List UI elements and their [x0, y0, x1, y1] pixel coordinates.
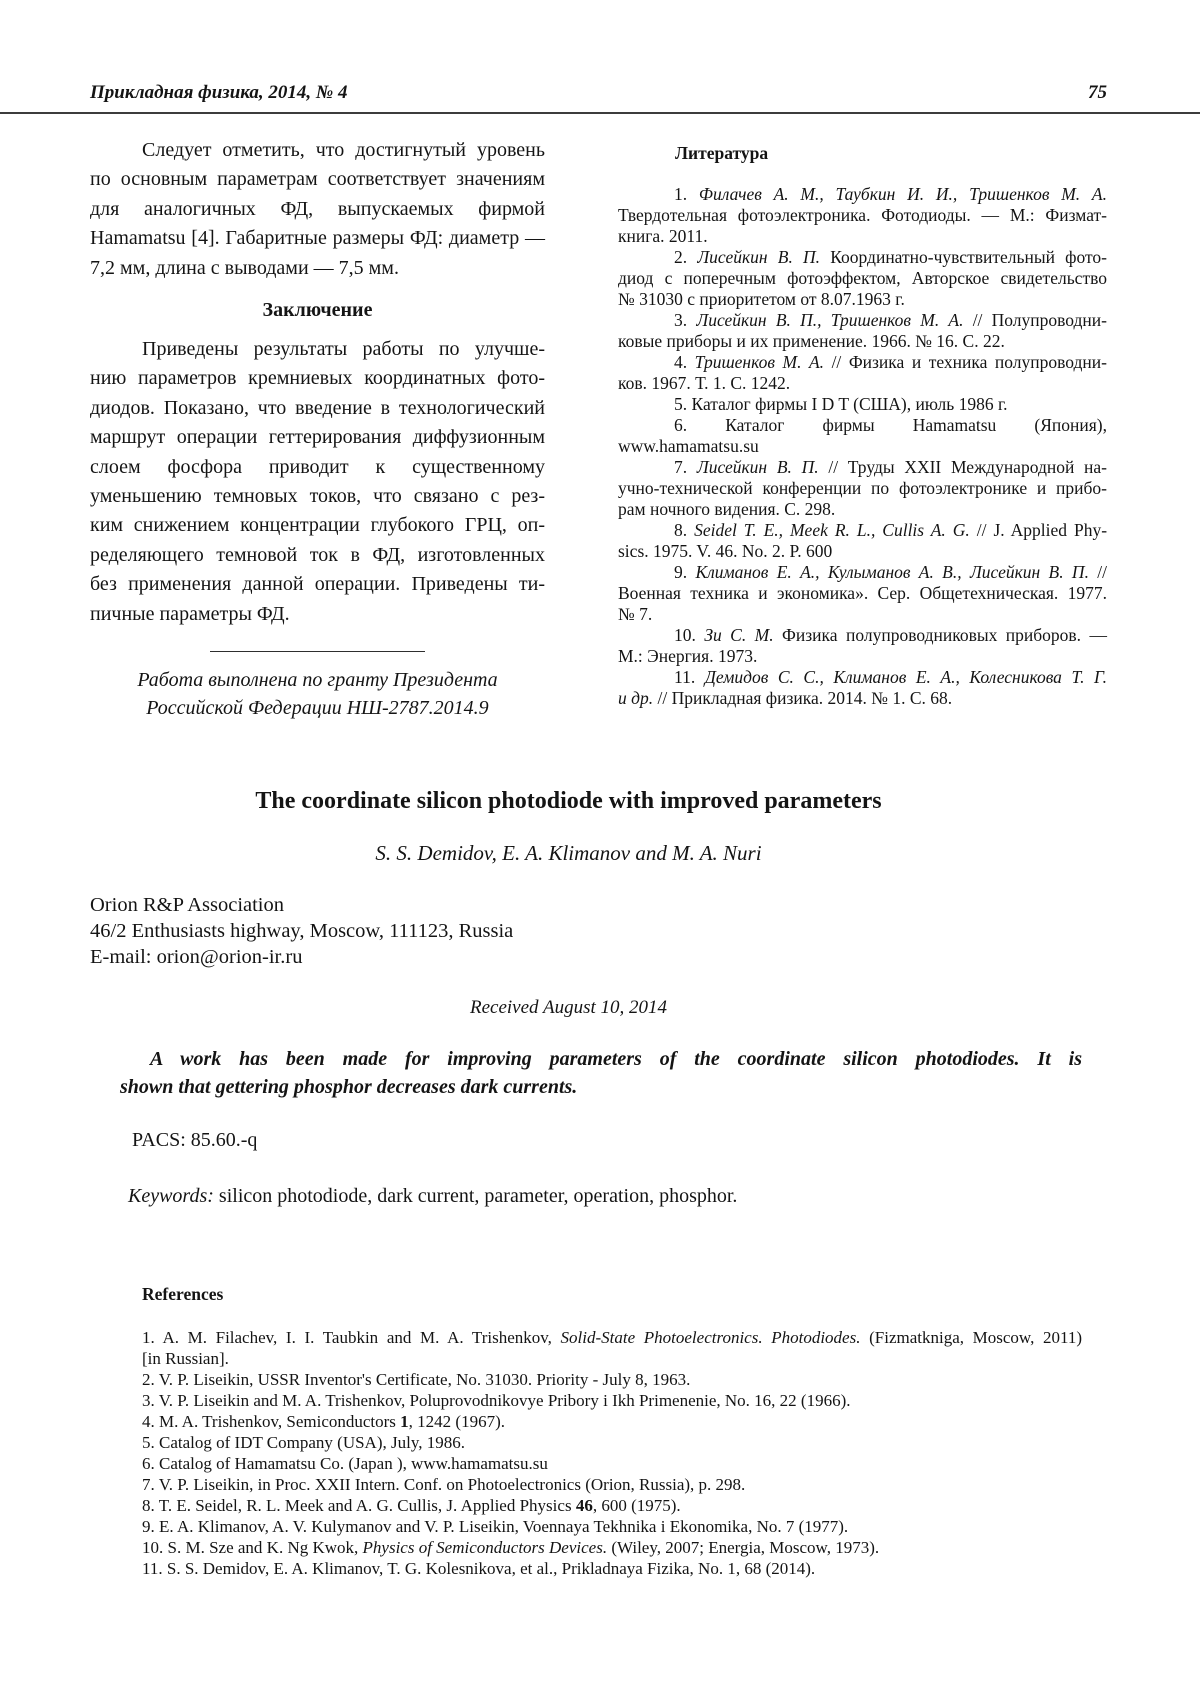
text-segment: 46 — [575, 1496, 593, 1515]
english-authors: S. S. Demidov, E. A. Klimanov and M. A. Nuri — [375, 841, 762, 865]
reference-item — [142, 1453, 1082, 1474]
text-segment: нию параметров кремниевых координатных фото- — [90, 367, 545, 390]
text-segment: диод с поперечным фотоэффектом, Авторское свидетельство — [618, 268, 1107, 288]
text-segment: 7,2 мм, длина с выводами — 7,5 мм. — [90, 256, 399, 279]
left-column — [90, 136, 545, 776]
text-segment: [in Russian]. — [142, 1349, 229, 1368]
text-segment: // Физика и техника полупроводни- — [824, 352, 1107, 372]
reference-item — [618, 394, 1107, 415]
text-line — [90, 541, 545, 570]
text-segment: Physics of Semiconductors Devices. — [362, 1538, 608, 1557]
text-segment: 8. T. E. Seidel, R. L. Meek and A. G. Cullis, J. Applied Physics — [142, 1496, 576, 1515]
text-line — [618, 499, 1107, 520]
text-segment: Координатно-чувствительный фото- — [820, 247, 1108, 267]
text-segment: A work has been made for improving parameters of the coordinate silicon photodiodes. It is — [150, 1048, 1082, 1070]
text-line — [142, 1495, 1082, 1516]
reference-item — [618, 352, 1107, 394]
reference-item — [618, 310, 1107, 352]
text-segment: Работа выполнена по гранту Президента — [137, 669, 498, 692]
text-segment: 5. Catalog of IDT Company (USA), July, 1986. — [142, 1433, 465, 1452]
text-line — [90, 892, 1047, 918]
page-header — [0, 0, 1200, 114]
reference-item — [142, 1390, 1082, 1411]
text-line — [618, 415, 1107, 436]
text-segment: // J. Applied Phy- — [969, 520, 1108, 540]
conclusion-heading: Заключение — [262, 299, 373, 322]
text-line — [618, 184, 1107, 205]
text-segment: Зи С. М. — [704, 625, 774, 645]
text-segment: Приведены результаты работы по улучше- — [142, 338, 545, 361]
text-line — [90, 423, 545, 452]
text-line — [618, 583, 1107, 604]
reference-item — [142, 1516, 1082, 1537]
text-segment: // — [1088, 562, 1108, 582]
text-segment: Solid-State Photoelectronics. Photodiodes. — [560, 1328, 861, 1347]
text-segment: ределяющего темновой ток в ФД, изготовленных — [90, 543, 545, 566]
column-gap — [545, 136, 618, 776]
text-segment: // Полупроводни- — [963, 310, 1107, 330]
text-segment: маршрут операции геттерирования диффузионным — [90, 426, 545, 449]
text-line — [618, 394, 1107, 415]
text-segment: 10. — [674, 625, 705, 645]
text-segment: E-mail: orion@orion-ir.ru — [90, 946, 303, 968]
reference-item — [618, 625, 1107, 667]
text-line — [90, 165, 545, 194]
text-line — [142, 1369, 1082, 1390]
text-line — [90, 944, 1047, 970]
text-segment: Российской Федерации НШ-2787.2014.9 — [146, 697, 489, 720]
text-line — [618, 520, 1107, 541]
text-line — [618, 604, 1107, 625]
references-heading: References — [142, 1284, 224, 1304]
text-line — [90, 570, 545, 599]
text-segment: 4. — [674, 352, 695, 372]
text-line — [90, 136, 545, 165]
text-segment: (Wiley, 2007; Energia, Moscow, 1973). — [607, 1538, 880, 1557]
text-line — [618, 646, 1107, 667]
abstract — [120, 1046, 1082, 1101]
text-segment: // Труды XXII Международной на- — [818, 457, 1108, 477]
text-line — [90, 224, 545, 253]
text-line — [618, 310, 1107, 331]
reference-item — [142, 1495, 1082, 1516]
text-line — [90, 394, 545, 423]
text-segment: диодов. Показано, что введение в технологический — [90, 396, 545, 419]
literature-heading: Литература — [675, 143, 769, 163]
reference-item — [142, 1327, 1082, 1369]
text-segment: 1 — [400, 1412, 409, 1431]
text-segment: рам ночного видения. С. 298. — [618, 499, 836, 519]
reference-item — [142, 1537, 1082, 1558]
text-segment: Демидов С. С., Климанов Е. А., Колесникова Т. Г. — [704, 667, 1107, 687]
text-line — [142, 1453, 1082, 1474]
reference-item — [142, 1558, 1082, 1579]
text-line — [90, 482, 545, 511]
affiliation — [90, 892, 1047, 970]
received-date: Received August 10, 2014 — [470, 997, 667, 1018]
text-line — [618, 289, 1107, 310]
english-section — [0, 786, 1200, 1579]
reference-item — [618, 457, 1107, 520]
text-segment: без применения данной операции. Приведены ти- — [90, 573, 545, 596]
text-segment: Климанов Е. А., Кулыманов А. В., Лисейкин В. П. — [695, 562, 1089, 582]
text-segment: , 1242 (1967). — [408, 1412, 505, 1431]
text-segment: 8. — [674, 520, 695, 540]
keywords-text: silicon photodiode, dark current, parameter, operation, phosphor. — [213, 1185, 738, 1207]
text-line — [90, 453, 545, 482]
text-line — [142, 1474, 1082, 1495]
text-line — [618, 625, 1107, 646]
right-column — [618, 136, 1107, 776]
text-segment: ков. 1967. Т. 1. С. 1242. — [618, 373, 791, 393]
text-line — [618, 478, 1107, 499]
text-line — [142, 1411, 1082, 1432]
page-number: 75 — [1088, 82, 1107, 103]
text-line — [618, 247, 1107, 268]
keywords-label: Keywords: — [128, 1185, 214, 1207]
two-column-body — [0, 114, 1200, 776]
text-segment: и др. — [618, 688, 654, 708]
text-segment: Твердотельная фотоэлектроника. Фотодиоды. — М.: Физмат- — [618, 205, 1107, 225]
text-line — [90, 364, 545, 393]
reference-item — [618, 247, 1107, 310]
text-line — [618, 205, 1107, 226]
text-segment: слоем фосфора приводит к существенному — [90, 455, 545, 478]
text-segment: , 600 (1975). — [592, 1496, 681, 1515]
grant-note — [90, 666, 545, 722]
reference-item — [142, 1369, 1082, 1390]
text-segment: ковые приборы и их применение. 1966. № 16. С. 22. — [618, 331, 1005, 351]
reference-item — [618, 184, 1107, 247]
text-line — [618, 667, 1107, 688]
text-line — [618, 562, 1107, 583]
text-line — [142, 1558, 1082, 1579]
text-segment: 1. — [674, 184, 699, 204]
text-segment: Лисейкин В. П. — [696, 457, 819, 477]
text-segment: по основным параметрам соответствует значениям — [90, 168, 545, 191]
text-line — [142, 1432, 1082, 1453]
text-segment: 11. — [674, 667, 705, 687]
text-line — [618, 352, 1107, 373]
text-line — [120, 1046, 1082, 1074]
text-line — [90, 694, 545, 722]
text-line — [90, 666, 545, 694]
text-segment: Военная техника и экономика». Сер. Общетехническая. 1977. — [618, 583, 1107, 603]
text-line — [90, 918, 1047, 944]
text-segment: Тришенков М. А. — [694, 352, 825, 372]
text-segment: Hamamatsu [4]. Габаритные размеры ФД: диаметр — — [90, 227, 545, 250]
text-line — [618, 457, 1107, 478]
text-line — [90, 254, 545, 283]
text-segment: 4. M. A. Trishenkov, Semiconductors — [142, 1412, 401, 1431]
text-segment: Физика полупроводниковых приборов. — — [773, 625, 1107, 645]
text-line — [90, 195, 545, 224]
footnote-rule — [210, 651, 425, 652]
keywords-line — [128, 1183, 1107, 1209]
text-line — [120, 1074, 1082, 1102]
reference-item — [142, 1474, 1082, 1495]
reference-item — [618, 520, 1107, 562]
text-line — [618, 688, 1107, 709]
text-line — [618, 226, 1107, 247]
body-paragraph — [90, 136, 545, 283]
journal-title: Прикладная физика, 2014, № 4 — [90, 82, 348, 103]
english-header-block — [90, 786, 1107, 1020]
text-segment: 46/2 Enthusiasts highway, Moscow, 111123, Russia — [90, 920, 514, 942]
text-segment: М.: Энергия. 1973. — [618, 646, 758, 666]
text-line — [618, 541, 1107, 562]
text-segment: уменьшению темновых токов, что связано с рез- — [90, 485, 545, 508]
text-segment: 1. A. M. Filachev, I. I. Taubkin and M. A. Trishenkov, — [142, 1328, 561, 1347]
text-segment: 6. Каталог фирмы Hamamatsu (Япония), — [674, 415, 1107, 435]
text-line — [142, 1390, 1082, 1411]
text-segment: 7. — [674, 457, 697, 477]
text-segment: 2. V. P. Liseikin, USSR Inventor's Certificate, No. 31030. Priority - July 8, 1963. — [142, 1370, 691, 1389]
reference-item — [142, 1411, 1082, 1432]
text-segment: www.hamamatsu.su — [618, 436, 759, 456]
reference-item — [142, 1432, 1082, 1453]
text-segment: Seidel T. E., Meek R. L., Cullis A. G. — [694, 520, 970, 540]
reference-item — [618, 415, 1107, 457]
text-segment: (Fizmatkniga, Moscow, 2011) — [860, 1328, 1083, 1347]
text-segment: для аналогичных ФД, выпускаемых фирмой — [90, 197, 545, 220]
text-segment: № 7. — [618, 604, 653, 624]
text-segment: 2. — [674, 247, 698, 267]
text-segment: sics. 1975. V. 46. No. 2. P. 600 — [618, 541, 833, 561]
text-line — [90, 335, 545, 364]
text-segment: 3. — [674, 310, 697, 330]
text-line — [142, 1516, 1082, 1537]
text-segment: 9. — [674, 562, 696, 582]
text-segment: Orion R&P Association — [90, 894, 284, 916]
text-line — [142, 1537, 1082, 1558]
text-segment: 9. E. A. Klimanov, A. V. Kulymanov and V. P. Liseikin, Voennaya Tekhnika i Ekonomika, No. 7 (1977). — [142, 1517, 849, 1536]
text-segment: 10. S. M. Sze and K. Ng Kwok, — [142, 1538, 363, 1557]
text-segment: 6. Catalog of Hamamatsu Co. (Japan ), www.hamamatsu.su — [142, 1454, 548, 1473]
reference-item — [618, 562, 1107, 625]
text-segment: shown that gettering phosphor decreases dark currents. — [120, 1075, 578, 1098]
english-title: The coordinate silicon photodiode with improved parameters — [255, 788, 882, 814]
text-segment: Филачев А. М., Таубкин И. И., Тришенков М. А. — [698, 184, 1107, 204]
text-segment: учно-технической конференции по фотоэлектронике и прибо- — [618, 478, 1107, 498]
text-segment: // Прикладная физика. 2014. № 1. С. 68. — [653, 688, 953, 708]
text-segment: № 31030 с приоритетом от 8.07.1963 г. — [618, 289, 905, 309]
pacs-line: PACS: 85.60.-q — [132, 1129, 258, 1151]
text-segment: ким снижением концентрации глубокого ГРЦ, оп- — [90, 514, 545, 537]
text-segment: Лисейкин В. П., Тришенков М. А. — [696, 310, 964, 330]
text-segment: Следует отметить, что достигнутый уровень — [142, 139, 545, 161]
text-line — [142, 1348, 1082, 1369]
references-list — [142, 1327, 1082, 1579]
text-line — [618, 268, 1107, 289]
literature-list — [618, 184, 1107, 709]
text-segment: книга. 2011. — [618, 226, 708, 246]
text-segment: 3. V. P. Liseikin and M. A. Trishenkov, Poluprovodnikovye Pribory i Ikh Primenenie, No. 16, 22 (1966). — [142, 1391, 851, 1410]
text-line — [90, 600, 545, 629]
text-line — [90, 511, 545, 540]
text-segment: 11. S. S. Demidov, E. A. Klimanov, T. G. Kolesnikova, et al., Prikladnaya Fizika, No. 1, 68 (2014). — [142, 1559, 816, 1578]
text-segment: Лисейкин В. П. — [697, 247, 821, 267]
text-line — [142, 1327, 1082, 1348]
text-line — [618, 436, 1107, 457]
text-segment: пичные параметры ФД. — [90, 602, 290, 625]
conclusion-paragraph — [90, 335, 545, 629]
reference-item — [618, 667, 1107, 709]
text-segment: 5. Каталог фирмы I D T (США), июль 1986 г. — [674, 394, 1008, 414]
text-line — [618, 331, 1107, 352]
text-segment: 7. V. P. Liseikin, in Proc. XXII Intern. Conf. on Photoelectronics (Orion, Russia), p. 298. — [142, 1475, 746, 1494]
text-line — [618, 373, 1107, 394]
